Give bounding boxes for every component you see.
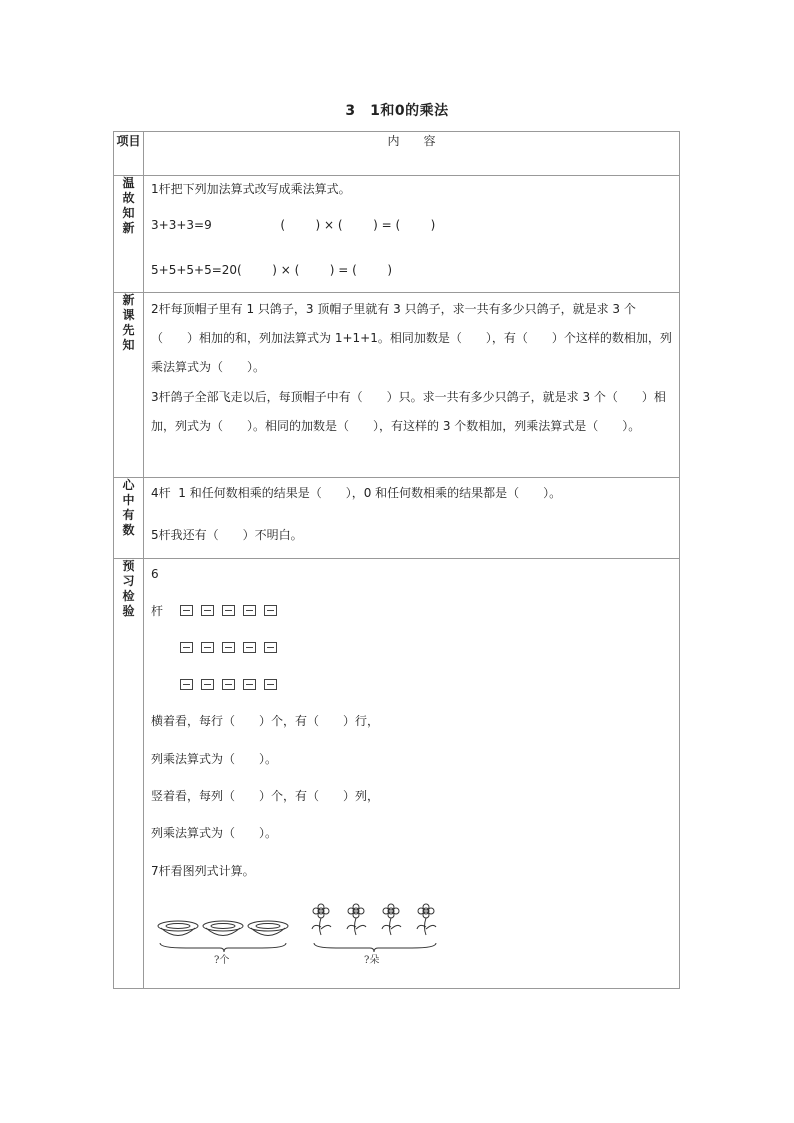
box-icon bbox=[180, 679, 193, 690]
review-line-3: 5+5+5+5=20( ) × ( ) = ( ) bbox=[151, 263, 393, 277]
worksheet-table bbox=[113, 131, 680, 989]
box-icon bbox=[201, 642, 214, 653]
box-icon bbox=[264, 679, 277, 690]
box-icon bbox=[222, 679, 235, 690]
review-line-2: 3+3+3=9 ( ) × ( ) = ( ) bbox=[151, 218, 436, 232]
newlesson-q3: 3杆鸽子全部飞走以后，每顶帽子中有（ ）只。求一共有多少只鸽子，就是求 3 个（ ）相加，列式为（ ）。相同的加数是（ ），有这样的 3 个数相加，列乘法算式是（ ）。 bbox=[151, 390, 666, 433]
section-label-newlesson: 新课先知 bbox=[122, 293, 135, 352]
section-preview bbox=[114, 559, 680, 989]
preview-row-formula: 列乘法算式为（ ）。 bbox=[151, 752, 278, 766]
flowers-label: ?朵 bbox=[364, 955, 380, 966]
review-q1: 1杆把下列加法算式改写成乘法算式。 bbox=[151, 182, 351, 196]
flowers-brace bbox=[314, 943, 436, 952]
section-label-preview: 预习检验 bbox=[122, 559, 135, 618]
section-mind bbox=[114, 478, 680, 559]
preview-row-question: 横着看，每行（ ）个，有（ ）行， bbox=[151, 714, 380, 728]
newlesson-q2: 2杆每顶帽子里有 1 只鸽子，3 顶帽子里就有 3 只鸽子，求一共有多少只鸽子，就是求 3 个（ ）相加的和，列加法算式为 1+1+1。相同加数是（ ），有（ ）个这样的数相加，列乘法算式为（ ）。 bbox=[151, 302, 672, 374]
preview-q6-number: 6 bbox=[151, 567, 159, 581]
bowl-icon bbox=[248, 921, 288, 936]
square-row-1 bbox=[180, 605, 277, 616]
square-row-3 bbox=[180, 679, 277, 690]
section-label-mind: 心中有数 bbox=[122, 478, 135, 537]
flower-icon bbox=[417, 904, 436, 935]
preview-q6-prefix: 杆 bbox=[151, 604, 164, 618]
bowls-label: ?个 bbox=[214, 955, 230, 966]
box-icon bbox=[264, 605, 277, 616]
flower-icon bbox=[347, 904, 366, 935]
preview-column-question: 竖着看，每列（ ）个，有（ ）列， bbox=[151, 789, 380, 803]
flower-icon bbox=[312, 904, 331, 935]
header-row bbox=[114, 132, 680, 176]
box-icon bbox=[243, 679, 256, 690]
box-icon bbox=[201, 605, 214, 616]
section-newlesson bbox=[114, 293, 680, 478]
box-icon bbox=[180, 605, 193, 616]
bowl-icon bbox=[158, 921, 198, 936]
section-review bbox=[114, 176, 680, 293]
picture-figure bbox=[156, 903, 446, 967]
header-content: 内 容 bbox=[144, 132, 680, 176]
box-icon bbox=[180, 642, 193, 653]
box-icon bbox=[201, 679, 214, 690]
section-label-review: 温故知新 bbox=[122, 176, 135, 235]
preview-column-formula: 列乘法算式为（ ）。 bbox=[151, 826, 278, 840]
mind-q5: 5杆我还有（ ）不明白。 bbox=[151, 528, 303, 542]
bowl-icon bbox=[203, 921, 243, 936]
preview-q7: 7杆看图列式计算。 bbox=[151, 864, 255, 878]
box-icon bbox=[222, 642, 235, 653]
box-icon bbox=[243, 605, 256, 616]
flower-icon bbox=[382, 904, 401, 935]
box-icon bbox=[243, 642, 256, 653]
mind-q4: 4杆 1 和任何数相乘的结果是（ ），0 和任何数相乘的结果都是（ ）。 bbox=[151, 486, 562, 500]
header-project: 项目 bbox=[114, 132, 144, 176]
box-icon bbox=[264, 642, 277, 653]
square-row-2 bbox=[180, 642, 277, 653]
page-title: 3 1和0的乘法 bbox=[345, 103, 449, 119]
box-icon bbox=[222, 605, 235, 616]
bowls-brace bbox=[160, 943, 286, 952]
